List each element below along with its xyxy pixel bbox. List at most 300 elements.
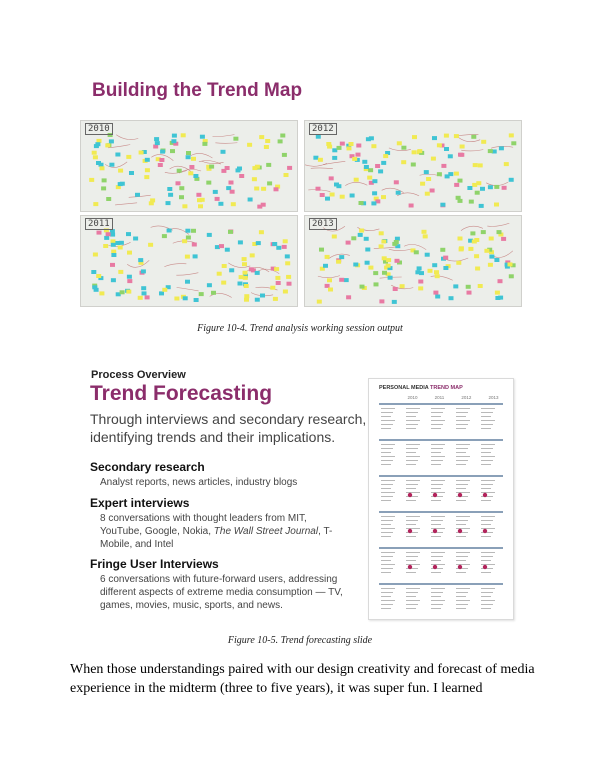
sticky-note <box>494 203 499 207</box>
sticky-note <box>159 291 164 295</box>
sticky-note <box>431 157 436 161</box>
sticky-note <box>248 198 253 202</box>
sticky-note <box>454 134 459 138</box>
slide-text-line <box>481 560 491 561</box>
sticky-note <box>430 189 435 193</box>
slide-text-line <box>381 444 395 445</box>
year-label: 2013 <box>309 218 337 230</box>
sticky-note <box>171 139 176 143</box>
sticky-note <box>99 291 104 295</box>
sticky-note <box>316 135 321 139</box>
sticky-note <box>93 155 98 159</box>
slide-year: 2011 <box>434 395 445 400</box>
slide-text-line <box>381 572 391 573</box>
sticky-note <box>207 283 212 287</box>
slide-text-line <box>431 556 443 557</box>
sticky-note <box>448 172 453 176</box>
sticky-note <box>316 187 321 191</box>
slide-text-line <box>456 556 468 557</box>
sticky-note <box>110 263 115 267</box>
slide-text-line <box>431 484 443 485</box>
sticky-note <box>379 244 384 248</box>
sticky-note <box>347 146 352 150</box>
sticky-note <box>265 139 270 143</box>
slide-text-line <box>456 524 466 525</box>
sticky-note <box>352 157 357 161</box>
slide-text-line <box>456 452 466 453</box>
sticky-note <box>221 150 226 154</box>
section-expert-interviews <box>90 496 360 551</box>
slide-text-line <box>481 448 493 449</box>
slide-text-line <box>406 516 420 517</box>
sticky-note <box>320 193 325 197</box>
slide-row-divider <box>379 439 503 441</box>
sticky-note <box>179 195 184 199</box>
sticky-note <box>243 276 248 280</box>
sticky-note <box>118 270 123 274</box>
slide-text-line <box>406 408 420 409</box>
sticky-note <box>340 142 345 146</box>
sticky-note <box>346 241 351 245</box>
slide-pie-icon <box>483 493 487 497</box>
slide-text-line <box>381 532 393 533</box>
sticky-note <box>162 288 167 292</box>
sticky-note <box>142 291 147 295</box>
slide-text-line <box>481 456 495 457</box>
slide-text-line <box>431 536 441 537</box>
slide-text-line <box>481 480 495 481</box>
slide-text-line <box>456 572 466 573</box>
figure-title: Building the Trend Map <box>92 80 303 101</box>
sticky-note <box>488 185 493 189</box>
slide-row-divider <box>379 511 503 513</box>
sticky-note <box>378 169 383 173</box>
marker-line <box>212 135 234 137</box>
sticky-note <box>382 256 387 260</box>
slide-text-line <box>406 456 420 457</box>
sticky-note <box>127 251 132 255</box>
sticky-note <box>255 298 260 302</box>
slide-pie-icon <box>408 529 412 533</box>
slide-text-line <box>406 596 416 597</box>
sticky-note <box>199 292 204 296</box>
slide-text-line <box>431 596 441 597</box>
slide-text-line <box>406 564 420 565</box>
slide-text-line <box>456 532 468 533</box>
sticky-note <box>369 136 374 140</box>
slide-year: 2012 <box>461 395 472 400</box>
slide-text-line <box>406 536 416 537</box>
sticky-note <box>231 202 236 206</box>
slide-text-line <box>481 588 495 589</box>
sticky-note <box>449 296 454 300</box>
sticky-note <box>145 295 150 299</box>
sticky-note <box>282 245 287 249</box>
slide-text-line <box>406 448 418 449</box>
slide-text-line <box>381 460 393 461</box>
slide-text-line <box>481 524 491 525</box>
sticky-note <box>373 271 378 275</box>
sticky-note <box>454 172 459 176</box>
sticky-note <box>242 262 247 266</box>
sticky-note <box>454 183 459 187</box>
sticky-note <box>285 261 290 265</box>
sticky-note <box>356 153 361 157</box>
section-body-italic: The Wall Street Journal <box>213 526 319 537</box>
slide-text-line <box>406 500 416 501</box>
sticky-note <box>330 193 335 197</box>
sticky-note <box>93 253 98 257</box>
slide-text-line <box>381 424 393 425</box>
sticky-note <box>159 158 164 162</box>
sticky-note <box>381 195 386 199</box>
sticky-note <box>106 232 111 236</box>
sticky-note <box>174 297 179 301</box>
sticky-note <box>239 174 244 178</box>
sticky-note <box>475 191 480 195</box>
slide-text-line <box>456 444 470 445</box>
slide-text-line <box>481 464 491 465</box>
slide-text-line <box>481 520 493 521</box>
slide-text-line <box>381 484 393 485</box>
section-secondary-research <box>90 460 360 489</box>
sticky-note <box>394 180 399 184</box>
sticky-note <box>181 133 186 137</box>
slide-text-line <box>431 428 441 429</box>
slide-text-line <box>406 488 416 489</box>
slide-text-line <box>456 560 466 561</box>
marker-line <box>115 203 137 205</box>
slide-pie-icon <box>408 493 412 497</box>
sticky-note <box>494 258 499 262</box>
sticky-note <box>367 176 372 180</box>
sticky-note <box>414 250 419 254</box>
sticky-note <box>328 288 333 292</box>
sticky-note <box>166 201 171 205</box>
slide-text-line <box>406 556 418 557</box>
sticky-note <box>478 163 483 167</box>
slide-grid <box>369 379 513 619</box>
sticky-note <box>409 204 414 208</box>
sticky-note <box>418 286 423 290</box>
slide-text-line <box>431 480 445 481</box>
slide-text-line <box>456 480 470 481</box>
slide-text-line <box>406 464 416 465</box>
slide-text-line <box>431 520 443 521</box>
slide-text-line <box>456 424 468 425</box>
sticky-note <box>412 135 417 139</box>
slide-text-line <box>456 428 466 429</box>
sticky-note <box>474 254 479 258</box>
sticky-note <box>264 145 269 149</box>
sticky-note <box>145 158 150 162</box>
sticky-note <box>319 248 324 252</box>
sticky-note <box>501 237 506 241</box>
sticky-note <box>238 282 243 286</box>
sticky-note <box>509 133 514 137</box>
sticky-note <box>270 286 275 290</box>
sticky-note <box>401 146 406 150</box>
slide-text-line <box>481 424 493 425</box>
sticky-note <box>218 202 223 206</box>
sticky-note <box>478 284 483 288</box>
body-paragraph: When those understandings paired with our design creativity and forecast of media experience in the midterm (three to five years), it was super fun. I learned <box>70 662 535 696</box>
sticky-note <box>318 158 323 162</box>
sticky-note <box>233 137 238 141</box>
sticky-note <box>460 145 465 149</box>
sticky-note <box>207 233 212 237</box>
slide-pie-icon <box>483 565 487 569</box>
sticky-note <box>106 197 111 201</box>
sticky-note <box>133 237 138 241</box>
sticky-note <box>354 178 359 182</box>
sticky-note <box>118 169 123 173</box>
sticky-note <box>102 178 107 182</box>
sticky-note <box>340 195 345 199</box>
slide-text-line <box>381 516 395 517</box>
sticky-note <box>149 201 154 205</box>
figure-caption: Figure 10-4. Trend analysis working session output <box>197 323 403 334</box>
slide-text-line <box>381 500 391 501</box>
sticky-note <box>400 284 405 288</box>
sticky-note <box>395 259 400 263</box>
sticky-note <box>326 142 331 146</box>
sticky-note <box>346 295 351 299</box>
sticky-note <box>139 151 144 155</box>
sticky-note <box>219 244 224 248</box>
year-label: 2012 <box>309 123 337 135</box>
sticky-note <box>260 294 265 298</box>
slide-text-line <box>481 532 493 533</box>
slide-text-line <box>381 464 391 465</box>
slide-text-line <box>381 492 395 493</box>
sticky-note <box>111 243 116 247</box>
slide-text-line <box>406 452 416 453</box>
slide-text-line <box>481 500 491 501</box>
sticky-note <box>261 187 266 191</box>
slide-text-line <box>381 456 395 457</box>
marker-line <box>305 163 327 166</box>
sticky-note <box>274 267 279 271</box>
slide-text-line <box>481 600 495 601</box>
sticky-note <box>336 184 341 188</box>
sticky-note <box>285 254 290 258</box>
sticky-note <box>283 239 288 243</box>
slide-text-line <box>406 552 420 553</box>
sticky-note <box>168 193 173 197</box>
sticky-note <box>425 253 430 257</box>
sticky-note <box>109 139 114 143</box>
slide-text-line <box>456 588 470 589</box>
sticky-note <box>94 288 99 292</box>
sticky-note <box>396 191 401 195</box>
slide-text-line <box>481 564 495 565</box>
slide-text-line <box>381 560 391 561</box>
slide-text-line <box>456 528 470 529</box>
sticky-note <box>459 247 464 251</box>
sticky-note <box>472 240 477 244</box>
slide-text-line <box>431 532 443 533</box>
slide-intro: Through interviews and secondary research, identifying trends and their implications. <box>90 411 367 445</box>
sticky-note <box>313 156 318 160</box>
sticky-note <box>325 197 330 201</box>
slide-text-line <box>456 416 466 417</box>
sticky-note <box>202 142 207 146</box>
marker-line <box>176 273 198 276</box>
slide-text-line <box>456 492 470 493</box>
slide-text-line <box>406 604 418 605</box>
sticky-note <box>276 246 281 250</box>
sticky-note <box>443 256 448 260</box>
slide-text-line <box>456 608 466 609</box>
sticky-note <box>458 179 463 183</box>
sticky-note <box>126 232 131 236</box>
slide-text-line <box>381 520 393 521</box>
sticky-note <box>329 176 334 180</box>
sticky-note <box>244 294 249 298</box>
slide-text-line <box>481 528 495 529</box>
slide-text-line <box>481 536 491 537</box>
sticky-note <box>356 144 361 148</box>
slide-text-line <box>431 500 441 501</box>
sticky-note <box>118 182 123 186</box>
marker-line <box>323 161 345 164</box>
sticky-note <box>145 168 150 172</box>
sticky-note <box>120 290 125 294</box>
slide-text-line <box>456 460 468 461</box>
sticky-note <box>481 230 486 234</box>
sticky-note <box>254 187 259 191</box>
sticky-note <box>469 200 474 204</box>
slide-text-line <box>406 588 420 589</box>
sticky-note <box>417 266 422 270</box>
slide-text-line <box>406 412 418 413</box>
sticky-note <box>188 171 193 175</box>
slide-text-line <box>406 420 420 421</box>
slide-text-line <box>406 532 418 533</box>
sticky-note <box>96 161 101 165</box>
sticky-note <box>353 263 358 267</box>
slide-text-line <box>456 516 470 517</box>
sticky-note <box>103 244 108 248</box>
sticky-note <box>244 284 249 288</box>
section-body <box>100 512 345 551</box>
sticky-note <box>480 187 485 191</box>
slide-text-line <box>381 564 395 565</box>
sticky-note <box>470 231 475 235</box>
sticky-note <box>138 258 143 262</box>
slide-text-line <box>456 600 470 601</box>
slide-text-line <box>481 596 491 597</box>
sticky-note <box>217 272 222 276</box>
sticky-note <box>374 282 379 286</box>
slide-text-line <box>456 568 468 569</box>
sticky-note <box>95 142 100 146</box>
sticky-note <box>148 243 153 247</box>
sticky-note <box>453 284 458 288</box>
slide-pie-icon <box>433 493 437 497</box>
sticky-note <box>276 281 281 285</box>
sticky-note <box>339 278 344 282</box>
sticky-note <box>432 136 437 140</box>
sticky-note <box>200 198 205 202</box>
sticky-note <box>479 204 484 208</box>
sticky-note <box>440 248 445 252</box>
slide-pie-icon <box>458 529 462 533</box>
sticky-note <box>365 248 370 252</box>
slide-text-line <box>456 496 468 497</box>
sticky-note <box>489 237 494 241</box>
slide-text-line <box>381 428 391 429</box>
slide-text-line <box>381 452 391 453</box>
sticky-note <box>317 300 322 304</box>
slide-text-line <box>481 608 491 609</box>
slide-text-line <box>431 588 445 589</box>
slide-text-line <box>481 420 495 421</box>
sticky-note <box>126 290 131 294</box>
sticky-note <box>393 287 398 291</box>
sticky-note <box>362 160 367 164</box>
sticky-note <box>481 140 486 144</box>
section-fringe-user-interviews <box>90 557 360 612</box>
slide-text-line <box>481 460 493 461</box>
sticky-note <box>325 284 330 288</box>
slide-text-line <box>406 492 420 493</box>
sticky-note <box>242 257 247 261</box>
year-label: 2010 <box>85 123 113 135</box>
sticky-note <box>417 149 422 153</box>
slide-text-line <box>456 420 470 421</box>
trend-map-photo-2010 <box>80 120 298 212</box>
sticky-note <box>433 291 438 295</box>
sticky-note <box>386 264 391 268</box>
sticky-note <box>273 297 278 301</box>
sticky-note <box>375 164 380 168</box>
slide-text-line <box>431 564 445 565</box>
sticky-note <box>119 241 124 245</box>
sticky-note <box>191 157 196 161</box>
sticky-note <box>215 197 220 201</box>
sticky-note <box>238 240 243 244</box>
slide-text-line <box>431 492 445 493</box>
sticky-note <box>458 153 463 157</box>
marker-line <box>374 247 396 249</box>
marker-line <box>389 148 411 151</box>
sticky-note <box>141 269 146 273</box>
sticky-note <box>209 165 214 169</box>
sticky-note <box>437 172 442 176</box>
marker-line <box>105 162 127 168</box>
marker-line <box>487 223 509 226</box>
sticky-note <box>359 229 364 233</box>
slide-text-line <box>481 492 495 493</box>
slide-text-line <box>406 608 416 609</box>
sticky-note <box>225 248 230 252</box>
slide-text-line <box>431 604 443 605</box>
sticky-note <box>495 291 500 295</box>
sticky-note <box>283 290 288 294</box>
sticky-note <box>364 237 369 241</box>
sticky-note <box>502 186 507 190</box>
slide-text-line <box>381 408 395 409</box>
slide-text-line <box>456 448 468 449</box>
sticky-note <box>154 137 159 141</box>
sticky-note <box>162 234 167 238</box>
marker-line <box>108 145 130 148</box>
sticky-note <box>229 268 234 272</box>
sticky-note <box>194 298 199 302</box>
sticky-note <box>386 258 391 262</box>
